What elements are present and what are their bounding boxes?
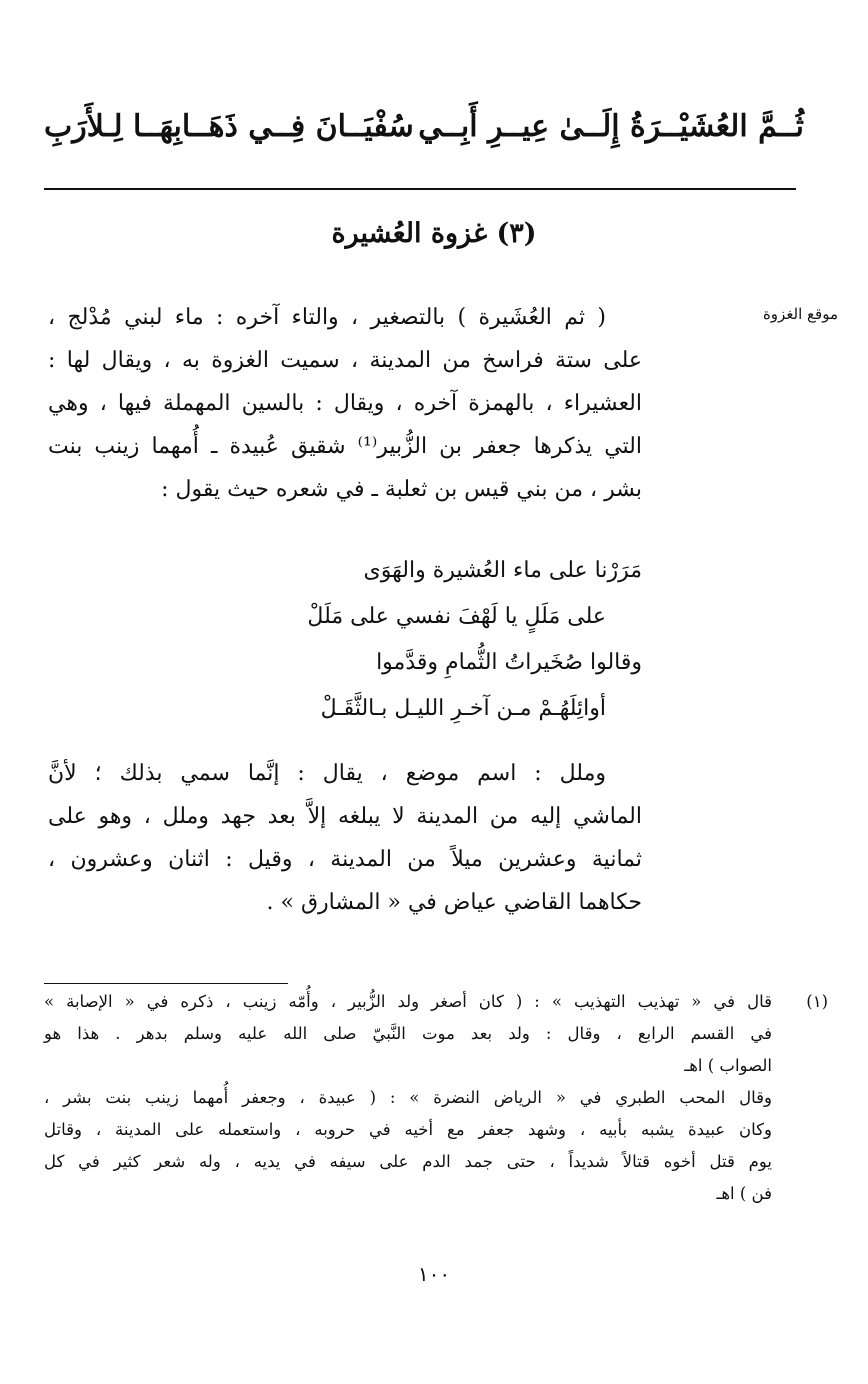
- poem-line: مَرَرْنا على ماء العُشيرة والهَوَى: [363, 558, 642, 583]
- footnote-line: وقال المحب الطبري في « الرياض النضرة » : ( عبيدة ، وجعفر أُمهما زينب بنت بشر ،: [44, 1088, 772, 1107]
- footnote-line: وكان عبيدة يشبه بأبيه ، وشهد جعفر مع أخيه في حروبه ، واستعمله على المدينة ، وقاتل: [44, 1120, 772, 1139]
- page-number: ١٠٠: [417, 1262, 451, 1286]
- text-line: على ستة فراسخ من المدينة ، سميت الغزوة به ، ويقال لها :: [48, 348, 642, 373]
- paragraph-1: [48, 296, 642, 511]
- footnote-line: يوم قتل أخوه قتالاً شديداً ، حتى جمد الدم على سيفه في يديه ، وله شعر كثير في كل: [44, 1152, 772, 1171]
- poem-line: على مَلَلٍ يا لَهْفَ نفسي على مَلَلْ: [307, 604, 606, 629]
- text-line: ( ثم العُشَيرة ) بالتصغير ، والتاء آخره : ماء لبني مُدْلج ،: [48, 305, 606, 330]
- footnote-marker: (١): [806, 992, 828, 1011]
- text-line: ثمانية وعشرين ميلاً من المدينة ، وقيل : اثنان وعشرون ،: [48, 847, 642, 872]
- poem-line: وقالوا صُخَيراتُ الثُّمامِ وقدَّموا: [376, 650, 642, 675]
- footnote-line: الصواب ) اهـ: [684, 1056, 772, 1075]
- footnote-text: [44, 986, 772, 1210]
- header-hemistich-right: ثُــمَّ العُشَيْــرَةُ إِلَــىٰ عِيــرِ أَبِــي: [418, 108, 804, 144]
- poem: [48, 548, 642, 732]
- header-hemistich-left: سُفْيَــانَ فِــي ذَهَــابِهَــا لِـلأَرَبِ: [44, 108, 414, 144]
- text-line: بشر ، من بني قيس بن ثعلبة ـ في شعره حيث يقول :: [161, 477, 642, 502]
- margin-note: موقع الغزوة: [762, 305, 838, 323]
- footnote-divider: [44, 983, 288, 984]
- paragraph-2: [48, 752, 642, 924]
- text-line: التي يذكرها جعفر بن الزُّبير⁽¹⁾ شقيق عُبيدة ـ أُمهما زينب بنت: [48, 434, 642, 459]
- text-line: وملل : اسم موضع ، يقال : إنَّما سمي بذلك ؛ لأنَّ: [48, 761, 606, 786]
- text-line: العشيراء ، بالهمزة آخره ، ويقال : بالسين المهملة فيها ، وهي: [48, 391, 642, 416]
- text-line: الماشي إليه من المدينة لا يبلغه إلاَّ بعد جهد وملل ، وهو على: [48, 804, 642, 829]
- footnote-line: فن ) اهـ: [716, 1184, 772, 1203]
- section-title: (٣) غزوة العُشيرة: [331, 218, 537, 249]
- text-line: حكاهما القاضي عياض في « المشارق » .: [266, 890, 642, 915]
- header-divider: [44, 188, 796, 190]
- header-verse: [44, 96, 804, 156]
- footnote-line: في القسم الرابع ، وقال : ولد بعد موت النَّبيّ صلى الله عليه وسلم بدهر . هذا هو: [44, 1024, 772, 1043]
- poem-line: أوائِلَهُـمْ مـن آخـرِ الليـل بـالثَّقَـلْ: [320, 696, 606, 721]
- footnote-line: قال في « تهذيب التهذيب » : ( كان أصغر ولد الزُّبير ، وأُمّه زينب ، ذكره في « الإصابة »: [44, 992, 772, 1011]
